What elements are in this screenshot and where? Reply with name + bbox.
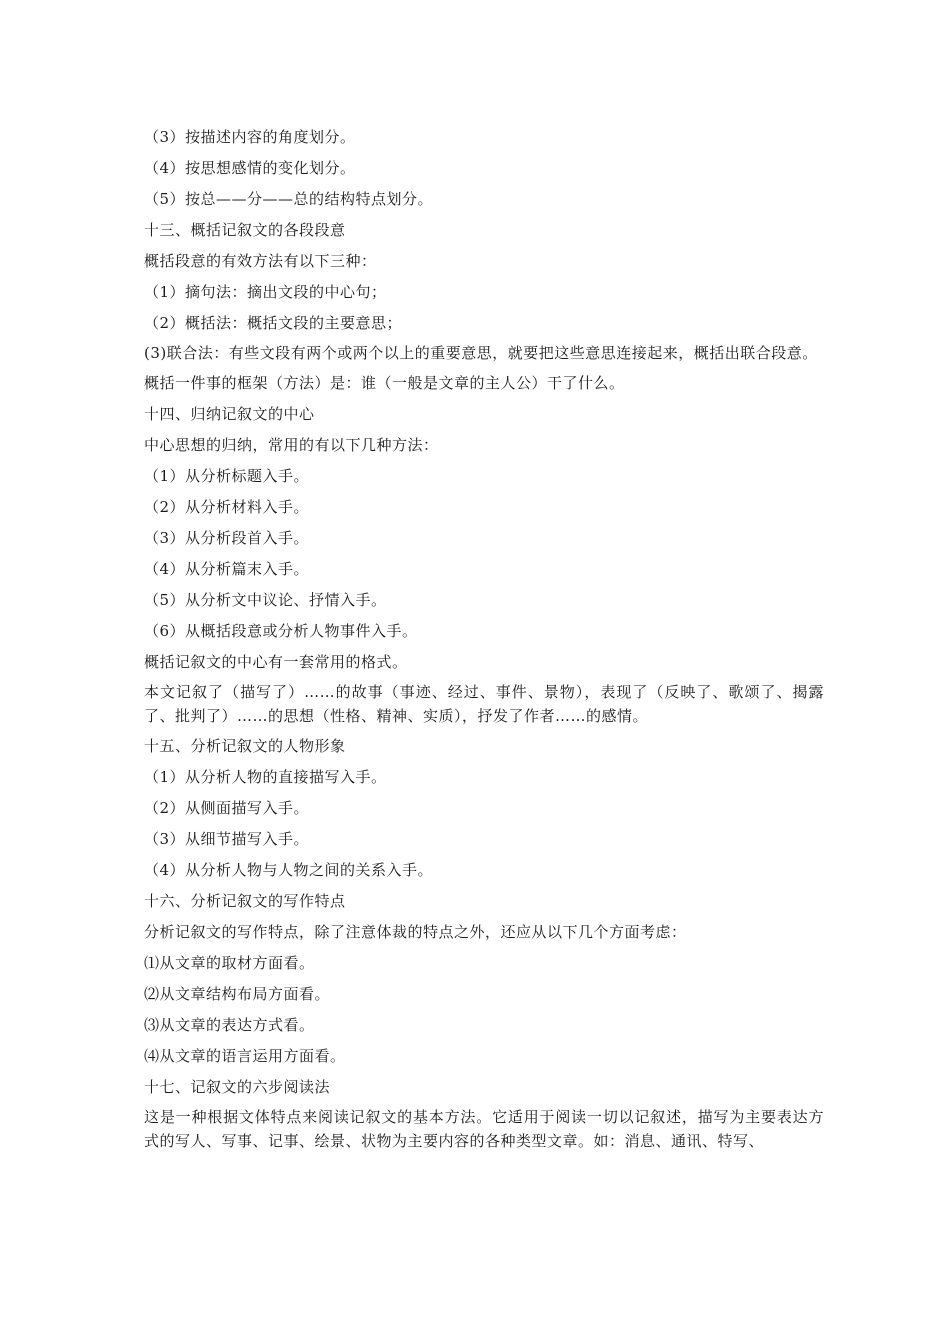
section-heading: 十四、归纳记叙文的中心 — [144, 405, 315, 423]
list-item: （2）从侧面描写入手。 — [144, 799, 310, 817]
list-item: ⑴从文章的取材方面看。 — [144, 954, 315, 972]
list-item: （5）从分析文中议论、抒情入手。 — [144, 591, 387, 609]
list-item: （3）从分析段首入手。 — [144, 529, 310, 547]
list-item: （5）按总——分——总的结构特点划分。 — [144, 190, 434, 208]
section-heading: 十三、概括记叙文的各段段意 — [144, 221, 346, 239]
list-item: （4）从分析篇末入手。 — [144, 560, 310, 578]
paragraph: (3)联合法：有些文段有两个或两个以上的重要意思，就要把这些意思连接起来，概括出联合段意。 — [144, 344, 818, 362]
list-item: （4）按思想感情的变化划分。 — [144, 159, 356, 177]
paragraph: 概括段意的有效方法有以下三种： — [144, 252, 377, 270]
list-item: （1）从分析人物的直接描写入手。 — [144, 768, 387, 786]
list-item: （1）从分析标题入手。 — [144, 467, 310, 485]
list-item: （3）按描述内容的角度划分。 — [144, 128, 356, 146]
paragraph: 这是一种根据文体特点来阅读记叙文的基本方法。它适用于阅读一切以记叙述，描写为主要表达方式的写人、写事、记事、绘景、状物为主要内容的各种类型文章。如：消息、通讯、特写、 — [144, 1108, 824, 1150]
paragraph: 分析记叙文的写作特点，除了注意体裁的特点之外，还应从以下几个方面考虑： — [144, 923, 687, 941]
list-item: （1）摘句法：摘出文段的中心句； — [144, 283, 387, 301]
list-item: （4）从分析人物与人物之间的关系入手。 — [144, 861, 434, 879]
list-item: ⑷从文章的语言运用方面看。 — [144, 1047, 346, 1065]
list-item: （3）从细节描写入手。 — [144, 830, 310, 848]
list-item: ⑵从文章结构布局方面看。 — [144, 985, 331, 1003]
section-heading: 十六、分析记叙文的写作特点 — [144, 892, 346, 910]
document-body — [144, 124, 824, 1158]
section-heading: 十七、记叙文的六步阅读法 — [144, 1078, 331, 1096]
section-heading: 十五、分析记叙文的人物形象 — [144, 737, 346, 755]
list-item: （6）从概括段意或分析人物事件入手。 — [144, 622, 418, 640]
paragraph: 本文记叙了（描写了）……的故事（事迹、经过、事件、景物），表现了（反映了、歌颂了、揭露了、批判了）……的思想（性格、精神、实质），抒发了作者……的感情。 — [144, 683, 824, 725]
paragraph: 中心思想的归纳，常用的有以下几种方法： — [144, 436, 439, 454]
paragraph: 概括记叙文的中心有一套常用的格式。 — [144, 653, 408, 671]
list-item: （2）概括法：概括文段的主要意思； — [144, 314, 403, 332]
list-item: （2）从分析材料入手。 — [144, 498, 310, 516]
paragraph: 概括一件事的框架（方法）是：谁（一般是文章的主人公）干了什么。 — [144, 374, 625, 392]
list-item: ⑶从文章的表达方式看。 — [144, 1016, 315, 1034]
